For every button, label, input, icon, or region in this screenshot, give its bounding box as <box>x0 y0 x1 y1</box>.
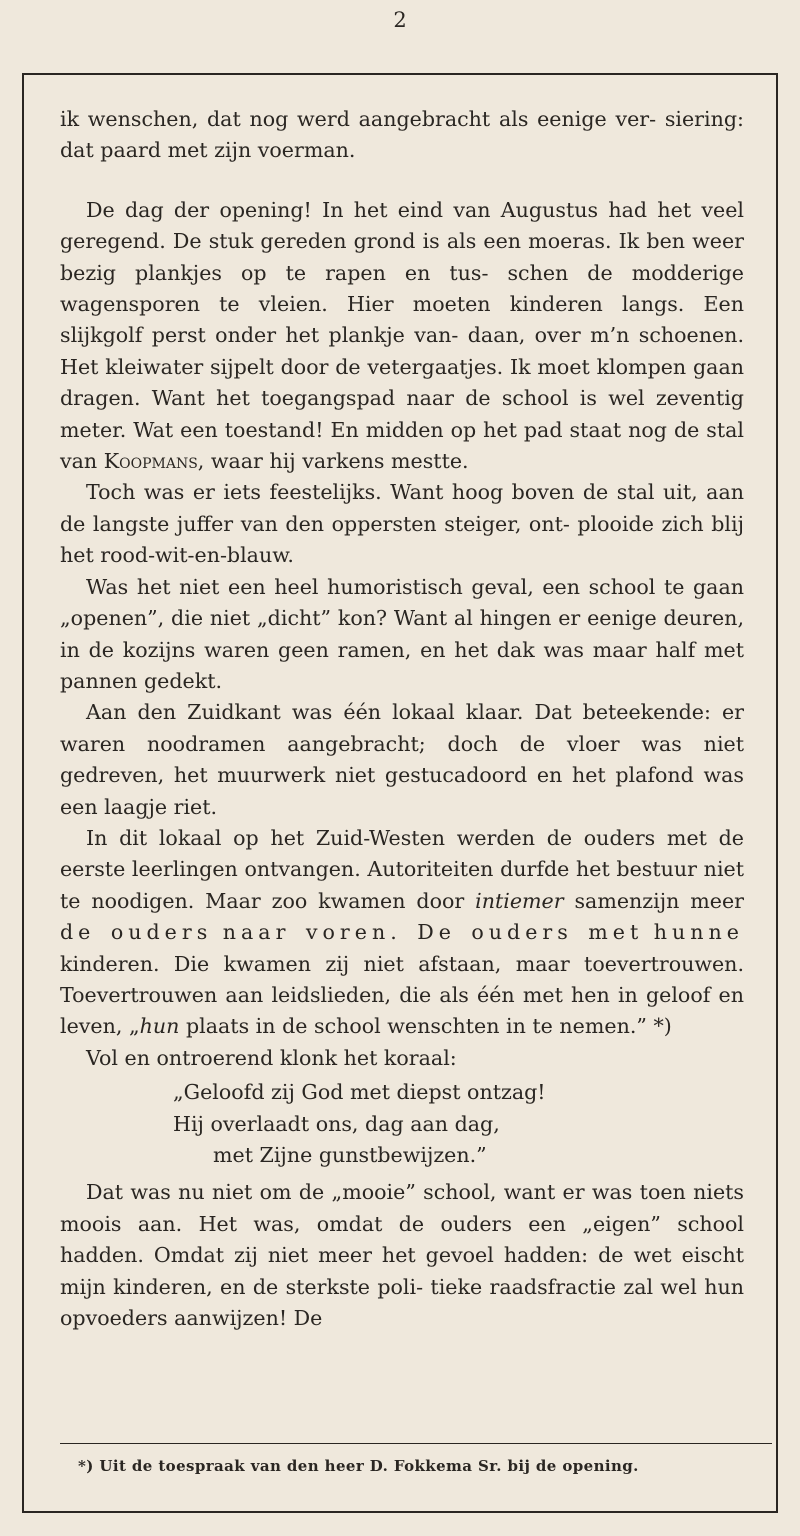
chorale-quote <box>60 1077 744 1171</box>
body-text <box>60 104 744 1334</box>
paragraph-6-b: samenzijn meer <box>574 888 745 913</box>
poem-line-3: met Zijne gunstbewijzen.” <box>213 1143 487 1167</box>
poem-line-1: „Geloofd zij God met diepst ontzag! <box>173 1080 546 1105</box>
paragraph-6-a: In dit lokaal op het Zuid-Westen werden de ouders met de eerste leerlingen ontvangen. Autoriteiten durfde het bestuur niet te noodigen. Maar zoo kwamen door <box>60 825 744 913</box>
paragraph-4: Was het niet een heel humoristisch geval, een school te gaan „openen”, die niet „dicht” kon? Want al hingen er eenige deuren, in de kozijns waren geen ramen, en het dak was maar half met pannen gedekt. <box>60 574 744 693</box>
spaced-hunne: hunne <box>653 920 744 945</box>
page-number: 2 <box>393 8 407 32</box>
footnote-rule <box>60 1443 772 1444</box>
paragraph-8: Dat was nu niet om de „mooie” school, want er was toen niets moois aan. Het was, omdat de ouders een „eigen” school hadden. Omdat zij niet meer het gevoel hadden: de wet eischt mijn kinderen, en de sterkste poli- tieke raadsfractie zal wel hun opvoeders aanwijzen! De <box>60 1180 744 1331</box>
paragraph-6-e: plaats in de school wenschten in te nemen.” *) <box>185 1014 672 1039</box>
paragraph-3: Toch was er iets feestelijks. Want hoog boven de stal uit, aan de langste juffer van den oppersten steiger, ont- plooide zich blij het rood-wit-en-blauw. <box>60 480 744 568</box>
paragraph-5: Aan den Zuidkant was één lokaal klaar. Dat beteekende: er waren noodramen aangebracht; doch de vloer was niet gedreven, het muurwerk niet gestucadoord en het plafond was een laagje riet. <box>60 700 744 819</box>
spaced-naar-voren: naar voren. De ouders met <box>222 920 644 945</box>
footnote: *) Uit de toespraak van den heer D. Fokkema Sr. bij de opening. <box>78 1457 639 1475</box>
paragraph-2-text: De dag der opening! In het eind van Augustus had het veel geregend. De stuk gereden grond is als een moeras. Ik ben weer bezig plankjes op te rapen en tus- schen de modderige wagensporen te vleien. Hier moeten kinderen langs. Een slijkgolf perst onder het plankje van- daan, over m’n schoenen. Het kleiwater sijpelt door de vetergaatjes. Ik moet klompen gaan dragen. Want het toegangspad naar de school is wel zeventig meter. Wat een toestand! En midden op het pad staat nog de stal van <box>60 197 744 474</box>
paragraph-6-d: kinderen. Die kwamen zij niet afstaan, maar toevertrouwen. Toevertrouwen aan leidslieden, die als één met hen in geloof en leven, „ <box>60 951 744 1039</box>
emphasis-hun: hun <box>139 1014 180 1039</box>
paragraph-7: Vol en ontroerend klonk het koraal: <box>86 1045 457 1070</box>
paragraph-6 <box>60 823 744 1043</box>
poem-line-2: Hij overlaadt ons, dag aan dag, <box>173 1111 500 1136</box>
paragraph-1: ik wenschen, dat nog werd aangebracht als eenige ver- siering: dat paard met zijn voerman. <box>60 107 744 163</box>
paragraph-2 <box>60 195 744 478</box>
emphasis-intiemer: intiemer <box>475 888 564 913</box>
paragraph-2-tail: , waar hij varkens mestte. <box>197 449 469 474</box>
koopmans-name: Koopmans <box>103 449 198 474</box>
spaced-de-ouders: de ouders <box>60 920 213 945</box>
